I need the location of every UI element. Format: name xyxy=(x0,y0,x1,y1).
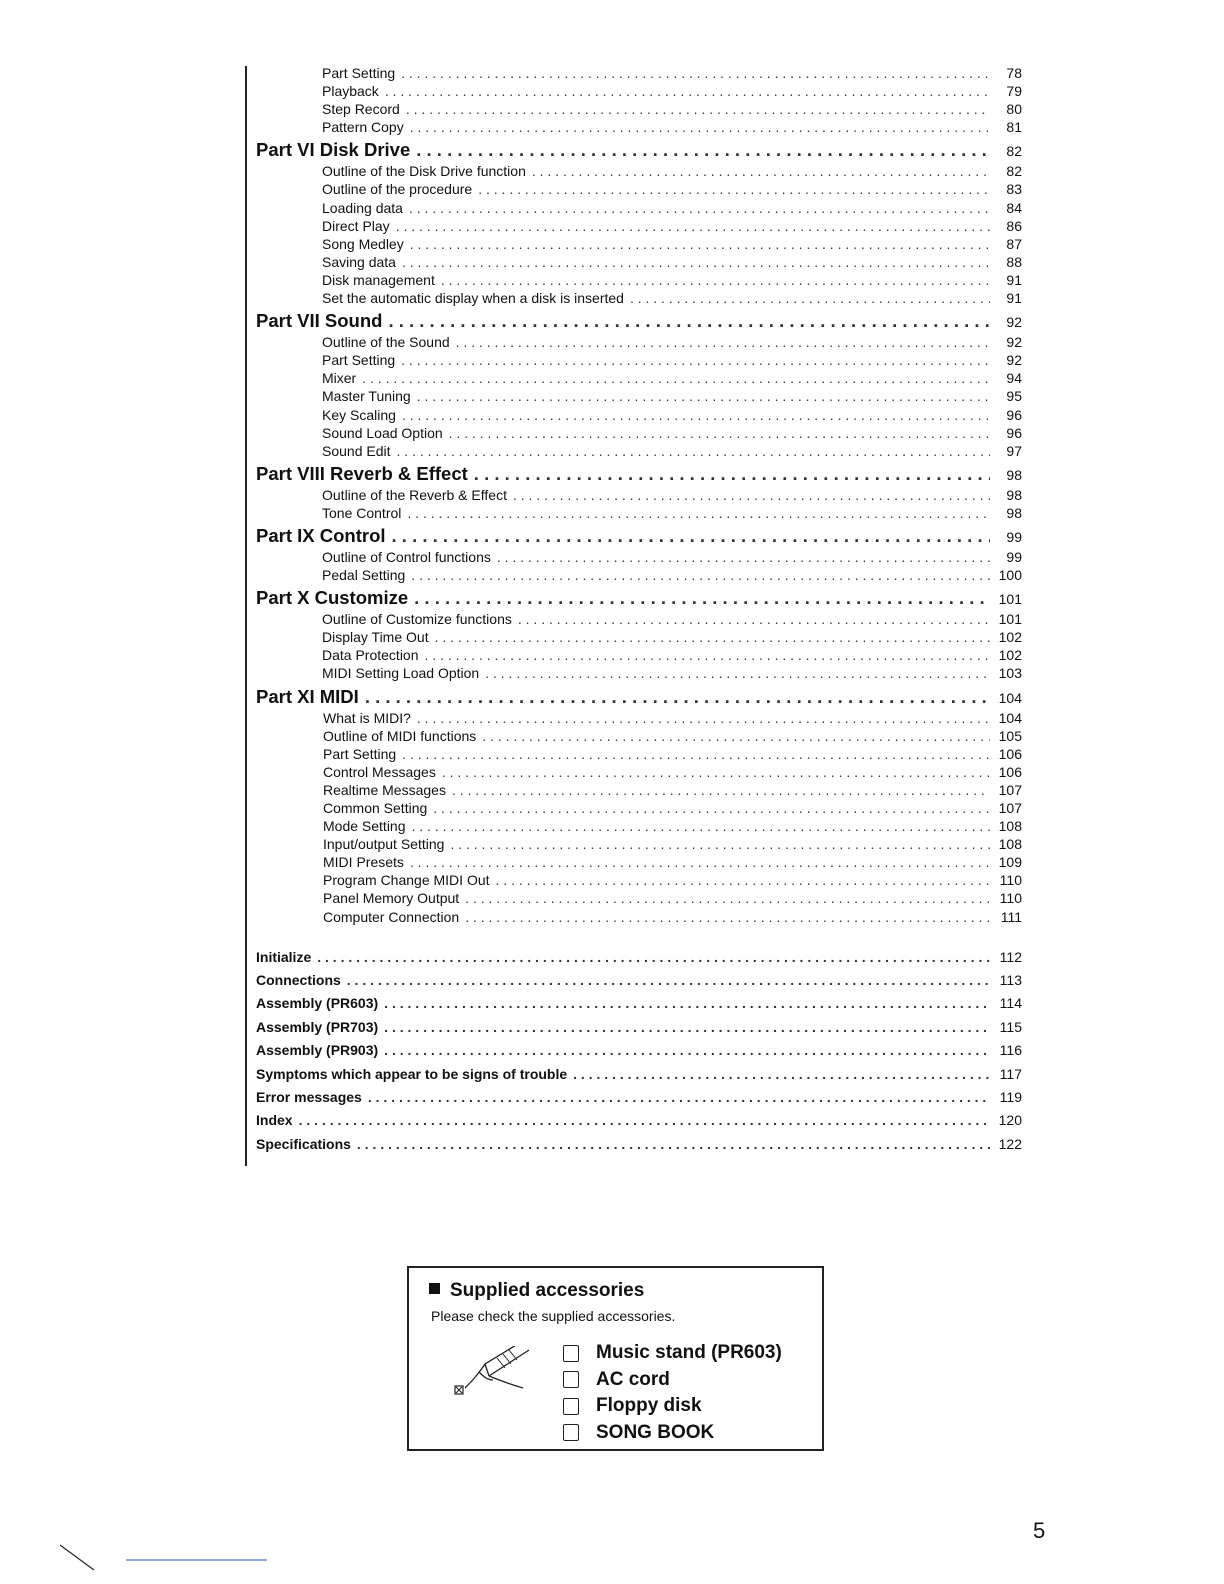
checkbox-icon[interactable] xyxy=(563,1371,579,1388)
toc-item[interactable]: Outline of Control functions . . . 99 xyxy=(256,548,1022,566)
toc-group xyxy=(256,462,1022,522)
toc-item[interactable]: Outline of MIDI functions . . . 105 xyxy=(256,727,1022,745)
toc-item[interactable]: Panel Memory Output . . . 110 xyxy=(256,889,1022,907)
toc-appendix-item[interactable]: Error messages . . . 119 xyxy=(256,1086,1022,1109)
scan-corner-mark xyxy=(0,1540,280,1584)
table-of-contents xyxy=(256,64,1022,1156)
toc-item[interactable]: Common Setting . . . 107 xyxy=(256,799,1022,817)
toc-item[interactable]: Display Time Out . . . 102 xyxy=(256,628,1022,646)
toc-item[interactable]: Sound Load Option . . . 96 xyxy=(256,424,1022,442)
toc-item[interactable]: Part Setting . . . 92 xyxy=(256,351,1022,369)
checkbox-icon[interactable] xyxy=(563,1424,579,1441)
page-number: 5 xyxy=(1033,1518,1046,1543)
checkbox-icon[interactable] xyxy=(563,1398,579,1415)
toc-appendix-item[interactable]: Initialize . . . 112 xyxy=(256,946,1022,969)
toc-item[interactable]: Mode Setting . . . 108 xyxy=(256,817,1022,835)
toc-appendix xyxy=(256,946,1022,1157)
square-bullet-icon xyxy=(429,1283,440,1294)
toc-item[interactable]: Sound Edit . . . 97 xyxy=(256,442,1022,460)
toc-item[interactable]: Outline of the Sound . . . 92 xyxy=(256,333,1022,351)
toc-group xyxy=(256,138,1022,307)
accessories-note: Please check the supplied accessories. xyxy=(431,1308,676,1324)
toc-item[interactable]: Disk management . . . 91 xyxy=(256,271,1022,289)
toc-item[interactable]: Data Protection . . . 102 xyxy=(256,646,1022,664)
toc-item[interactable]: Playback . . . 79 xyxy=(256,82,1022,100)
toc-part-heading[interactable]: Part VII Sound . . . 92 xyxy=(256,309,1022,333)
toc-item[interactable]: Master Tuning . . . 95 xyxy=(256,387,1022,405)
toc-group xyxy=(256,309,1022,460)
toc-item[interactable]: Loading data . . . 84 xyxy=(256,199,1022,217)
toc-item[interactable]: Song Medley . . . 87 xyxy=(256,235,1022,253)
toc-item[interactable]: Control Messages . . . 106 xyxy=(256,763,1022,781)
toc-item[interactable]: Step Record . . . 80 xyxy=(256,100,1022,118)
accessory-item[interactable]: SONG BOOK xyxy=(563,1420,782,1447)
toc-item[interactable]: Set the automatic display when a disk is inserted . . . 91 xyxy=(256,289,1022,307)
accessory-item[interactable]: Floppy disk xyxy=(563,1393,782,1420)
toc-item[interactable]: MIDI Setting Load Option . . . 103 xyxy=(256,664,1022,682)
pen-check-icon xyxy=(449,1346,539,1406)
toc-appendix-item[interactable]: Assembly (PR903) . . . 116 xyxy=(256,1039,1022,1062)
toc-item[interactable]: Key Scaling . . . 96 xyxy=(256,406,1022,424)
toc-item[interactable]: Outline of Customize functions . . . 101 xyxy=(256,610,1022,628)
accessories-title: Supplied accessories xyxy=(429,1280,644,1302)
toc-item[interactable]: Mixer . . . 94 xyxy=(256,369,1022,387)
toc-item[interactable]: Outline of the Disk Drive function . . . 82 xyxy=(256,162,1022,180)
accessory-item[interactable]: AC cord xyxy=(563,1367,782,1394)
toc-item[interactable]: MIDI Presets . . . 109 xyxy=(256,853,1022,871)
toc-item[interactable]: Outline of the procedure . . . 83 xyxy=(256,180,1022,198)
toc-item[interactable]: Part Setting . . . 106 xyxy=(256,745,1022,763)
toc-item[interactable]: Outline of the Reverb & Effect . . . 98 xyxy=(256,486,1022,504)
toc-part-heading[interactable]: Part IX Control . . . 99 xyxy=(256,524,1022,548)
toc-part-heading[interactable]: Part X Customize . . . 101 xyxy=(256,586,1022,610)
toc-part-heading[interactable]: Part VI Disk Drive . . . 82 xyxy=(256,138,1022,162)
toc-item[interactable]: Direct Play . . . 86 xyxy=(256,217,1022,235)
toc-item[interactable]: Part Setting . . . 78 xyxy=(256,64,1022,82)
toc-item[interactable]: Pattern Copy . . . 81 xyxy=(256,118,1022,136)
toc-group xyxy=(256,685,1022,926)
toc-appendix-item[interactable]: Specifications . . . 122 xyxy=(256,1133,1022,1156)
toc-item[interactable]: Realtime Messages . . . 107 xyxy=(256,781,1022,799)
toc-appendix-item[interactable]: Connections . . . 113 xyxy=(256,969,1022,992)
toc-item[interactable]: What is MIDI? . . . 104 xyxy=(256,709,1022,727)
toc-margin-rule xyxy=(245,66,247,1166)
accessories-list xyxy=(563,1340,782,1446)
toc-appendix-item[interactable]: Assembly (PR603) . . . 114 xyxy=(256,992,1022,1015)
toc-appendix-item[interactable]: Assembly (PR703) . . . 115 xyxy=(256,1016,1022,1039)
toc-group xyxy=(256,586,1022,682)
toc-item[interactable]: Program Change MIDI Out . . . 110 xyxy=(256,871,1022,889)
toc-part-heading[interactable]: Part VIII Reverb & Effect . . . 98 xyxy=(256,462,1022,486)
checkbox-icon[interactable] xyxy=(563,1345,579,1362)
toc-group xyxy=(256,64,1022,136)
toc-part-heading[interactable]: Part XI MIDI . . . 104 xyxy=(256,685,1022,709)
toc-item[interactable]: Saving data . . . 88 xyxy=(256,253,1022,271)
toc-group xyxy=(256,524,1022,584)
toc-item[interactable]: Pedal Setting . . . 100 xyxy=(256,566,1022,584)
toc-appendix-item[interactable]: Index . . . 120 xyxy=(256,1109,1022,1132)
accessory-item[interactable]: Music stand (PR603) xyxy=(563,1340,782,1367)
toc-item[interactable]: Computer Connection . . . 111 xyxy=(256,908,1022,926)
toc-appendix-item[interactable]: Symptoms which appear to be signs of trouble . . . 117 xyxy=(256,1063,1022,1086)
toc-item[interactable]: Tone Control . . . 98 xyxy=(256,504,1022,522)
supplied-accessories-box xyxy=(407,1266,824,1451)
toc-item[interactable]: Input/output Setting . . . 108 xyxy=(256,835,1022,853)
